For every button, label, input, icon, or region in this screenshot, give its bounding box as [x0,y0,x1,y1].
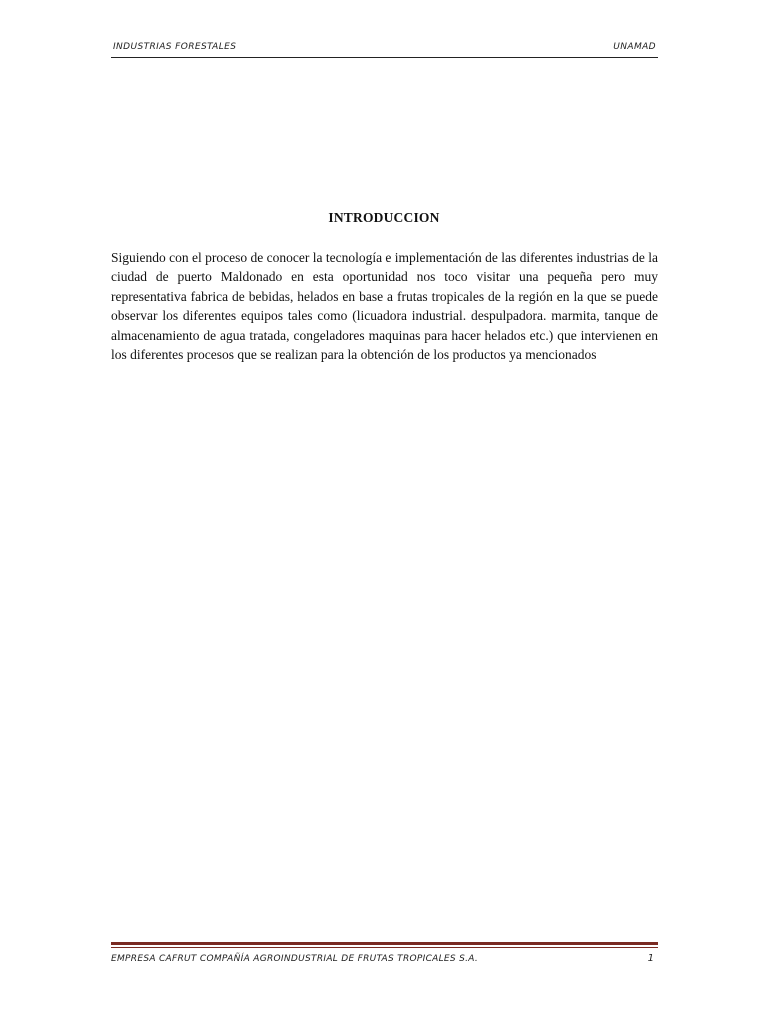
footer-text: EMPRESA CAFRUT COMPAÑÍA AGROINDUSTRIAL DE FRUTAS TROPICALES S.A. [111,954,479,964]
page-header [111,42,658,58]
footer-rule-thin [111,947,658,948]
page-footer [111,942,658,972]
header-left-text: INDUSTRIAS FORESTALES [113,42,237,52]
page-title: INTRODUCCION [328,210,440,225]
header-right-text: UNAMAD [613,42,656,52]
footer-rule-thick [111,942,658,945]
page-number: 1 [647,953,654,964]
header-rule [111,57,658,58]
body-paragraph: Siguiendo con el proceso de conocer la tecnología e implementación de las diferentes industrias de la ciudad de puerto Maldonado en esta oportunidad nos toco visitar una pequeña pero muy representativa fabrica de bebidas, helados en base a frutas tropicales de la región en la que se puede observar los diferentes equipos tales como (licuadora industrial. despulpadora. marmita, tanque de almacenamiento de agua tratada, congeladores maquinas para hacer helados etc.) que intervienen en los diferentes procesos que se realizan para la obtención de los productos ya mencionados [111,250,658,363]
